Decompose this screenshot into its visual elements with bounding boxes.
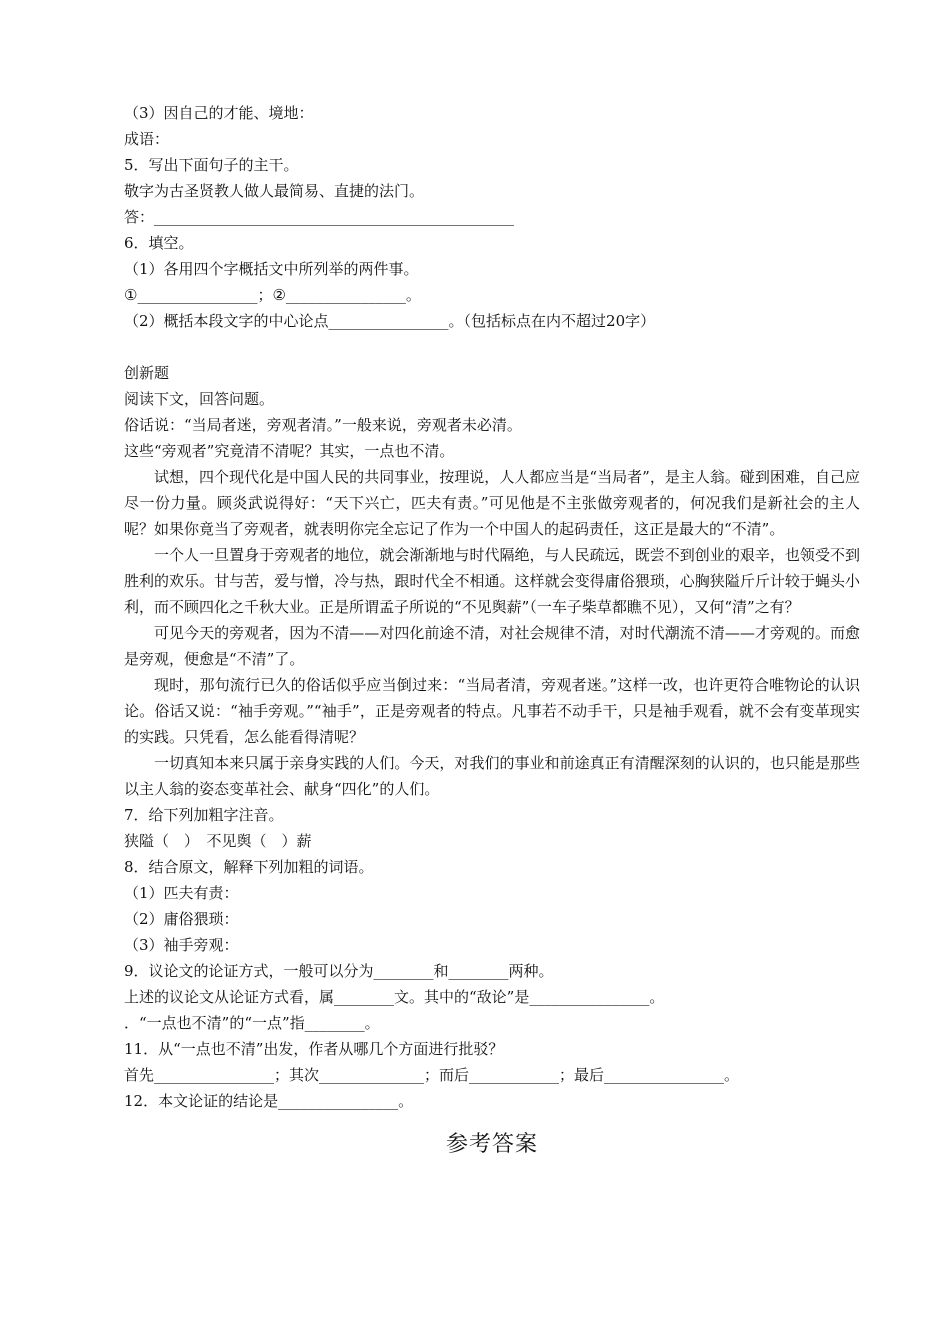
passage-paragraph-7: 一切真知本来只属于亲身实践的人们。今天，对我们的事业和前途真正有清醒深刻的认识的，也只能是那些以主人翁的姿态变革社会、献身“四化”的人们。 bbox=[124, 754, 860, 798]
question-10: ．“一点也不清”的“一点”指________。 bbox=[124, 1014, 380, 1032]
question-5-answer-line: 答：________________________________________________ bbox=[124, 208, 515, 226]
question-8-item-2: （2）庸俗猥琐： bbox=[124, 910, 239, 928]
question-5-sentence: 敬字为古圣贤教人做人最简易、直捷的法门。 bbox=[124, 182, 425, 200]
question-4-item-3: （3）因自己的才能、境地： bbox=[124, 104, 314, 122]
question-5: 5．写出下面句子的主干。 bbox=[124, 156, 299, 174]
passage-paragraph-5: 可见今天的旁观者，因为不清——对四化前途不清，对社会规律不清，对时代潮流不清——才旁观的。而愈是旁观，便愈是“不清”了。 bbox=[124, 624, 860, 668]
passage-paragraph-2: 这些“旁观者”究竟清不清呢？其实，一点也不清。 bbox=[124, 442, 455, 460]
question-7: 7．给下列加粗字注音。 bbox=[124, 806, 284, 824]
answer-key-title: 参考答案 bbox=[445, 1132, 538, 1157]
passage-paragraph-1: 俗话说：“当局者迷，旁观者清。”一般来说，旁观者未必清。 bbox=[124, 416, 522, 434]
passage-paragraph-4: 一个人一旦置身于旁观者的地位，就会渐渐地与时代隔绝，与人民疏远，既尝不到创业的艰辛，也领受不到胜利的欢乐。甘与苦，爱与憎，冷与热，跟时代全不相通。这样就会变得庸俗猥琐，心胸狭隘斤斤计较于蝇头小利，而不顾四化之千秋大业。正是所谓孟子所说的“不见舆薪”（一车子柴草都瞧不见），又何“清”之有？ bbox=[124, 546, 860, 616]
question-11: 11．从“一点也不清”出发，作者从哪几个方面进行批驳？ bbox=[124, 1040, 504, 1058]
question-8: 8．结合原文，解释下列加粗的词语。 bbox=[124, 858, 374, 876]
question-6: 6．填空。 bbox=[124, 234, 194, 252]
question-9-follow-up: 上述的议论文从论证方式看，属________文。其中的“敌论”是________________。 bbox=[124, 988, 665, 1006]
question-6-item-1-blanks: ①________________；②________________。 bbox=[124, 286, 421, 304]
question-8-item-1: （1）匹夫有责： bbox=[124, 884, 239, 902]
question-11-blanks: 首先________________；其次______________；而后____________；最后________________。 bbox=[124, 1066, 740, 1084]
question-8-item-3: （3）袖手旁观： bbox=[124, 936, 239, 954]
passage-paragraph-6: 现时，那句流行已久的俗话似乎应当倒过来：“当局者清，旁观者迷。”这样一改，也许更符合唯物论的认识论。俗话又说：“袖手旁观。”“袖手”，正是旁观者的特点。凡事若不动手干，只是袖手观看，就不会有变革现实的实践。只凭看，怎么能看得清呢？ bbox=[124, 676, 860, 746]
document-page bbox=[124, 100, 860, 1162]
reading-instruction: 阅读下文，回答问题。 bbox=[124, 390, 275, 408]
question-6-item-2: （2）概括本段文字的中心论点________________。（包括标点在内不超过20字） bbox=[124, 312, 656, 330]
passage-paragraph-3: 试想，四个现代化是中国人民的共同事业，按理说，人人都应当是“当局者”，是主人翁。碰到困难，自己应尽一份力量。顾炎武说得好：“天下兴亡，匹夫有责。”可见他是不主张做旁观者的，何况我们是新社会的主人呢？如果你竟当了旁观者，就表明你完全忘记了作为一个中国人的起码责任，这正是最大的“不清”。 bbox=[124, 468, 860, 538]
question-6-item-1: （1）各用四个字概括文中所列举的两件事。 bbox=[124, 260, 419, 278]
idiom-answer-line: 成语： bbox=[124, 130, 170, 148]
section-spacer bbox=[124, 334, 860, 360]
question-7-items: 狭隘（ ） 不见舆（ ）薪 bbox=[124, 832, 312, 850]
question-9: 9．议论文的论证方式，一般可以分为________和________两种。 bbox=[124, 962, 554, 980]
question-12: 12．本文论证的结论是________________。 bbox=[124, 1092, 414, 1110]
innovation-heading: 创新题 bbox=[124, 364, 170, 382]
